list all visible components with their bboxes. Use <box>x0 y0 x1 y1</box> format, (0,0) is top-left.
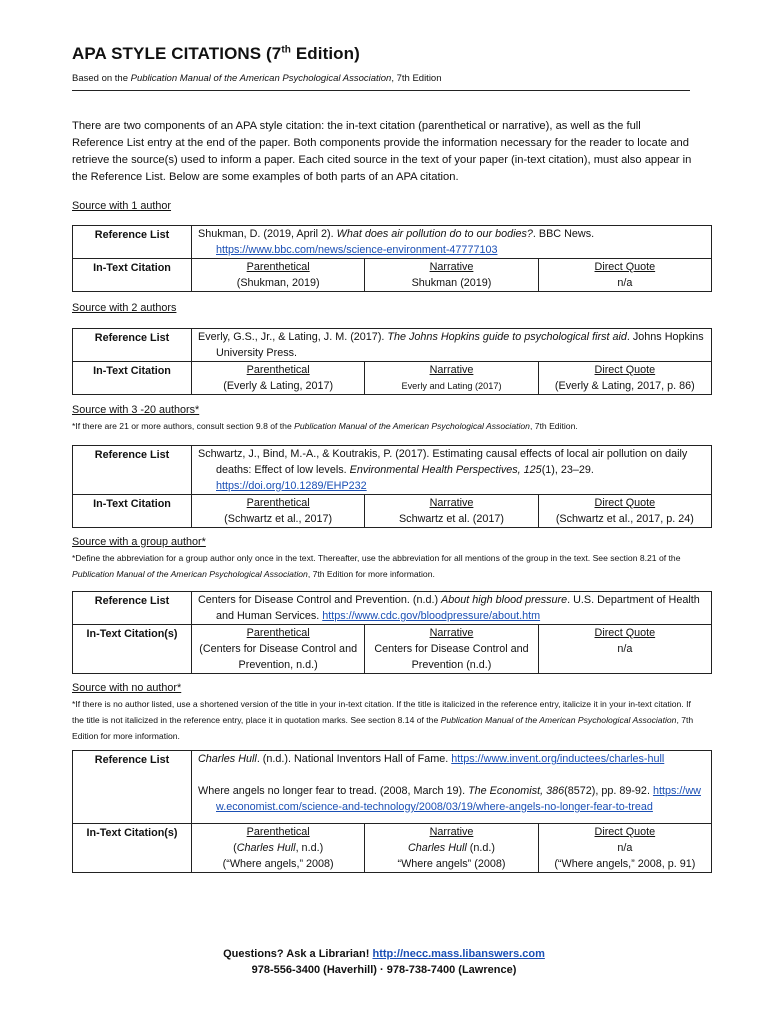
reference-entry: Shukman, D. (2019, April 2). What does air pollution do to our bodies?. BBC News. https://www.bbc.com/news/science-environment-47777103 <box>192 226 712 259</box>
narrative-cell: Narrative Centers for Disease Control and Prevention (n.d.) <box>365 625 538 674</box>
in-text-citation-label: In-Text Citation <box>73 495 192 528</box>
footer-contact-line: Questions? Ask a Librarian! http://necc.mass.libanswers.com <box>223 948 545 960</box>
direct-quote-cell: Direct Quote (Schwartz et al., 2017, p. 24) <box>538 495 711 528</box>
footer <box>0 946 768 978</box>
reference-link[interactable]: https://www.invent.org/inductees/charles-hull <box>451 753 665 765</box>
reference-entry: Schwartz, J., Bind, M.-A., & Koutrakis, P. (2017). Estimating causal effects of local air pollution on daily deaths: Effect of low levels. Environmental Health Perspectives, 125(1), 23–29. https://doi.org/10.1289/EHP232 <box>192 446 712 495</box>
citation-table-1-author <box>72 225 712 292</box>
citation-table-2-authors <box>72 328 712 395</box>
reference-entry: Charles Hull. (n.d.). National Inventors Hall of Fame. https://www.invent.org/inductees/charles-hull Where angels no longer fear to tread. (2008, March 19). The Economist, 386(8572), pp. 89-92. https://www.economist.com/science-and-technology/2008/03/19/where-angels-no-longer-fear-to-tread <box>192 751 712 824</box>
in-text-citations-label: In-Text Citation(s) <box>73 824 192 873</box>
reference-entry: Centers for Disease Control and Prevention. (n.d.) About high blood pressure. U.S. Department of Health and Human Services. https://www.cdc.gov/bloodpressure/about.htm <box>192 592 712 625</box>
narrative-cell: Narrative Shukman (2019) <box>365 259 538 292</box>
footer-phone-line: 978-556-3400 (Haverhill) · 978-738-7400 (Lawrence) <box>251 964 517 976</box>
parenthetical-cell: Parenthetical (Schwartz et al., 2017) <box>192 495 365 528</box>
citation-table-3-20-authors <box>72 445 712 528</box>
parenthetical-cell: Parenthetical (Charles Hull, n.d.) (“Where angels,” 2008) <box>192 824 365 873</box>
intro-paragraph: There are two components of an APA style citation: the in-text citation (parenthetical or narrative), as well as the full Reference List entry at the end of the paper. Both components provide the information necessary for the reader to locate and retrieve the source(s) used to inform a paper. Each cited source in the text of your paper (in-text citation), must also appear in the Reference List. Below are some examples of both parts of an APA citation. <box>72 120 692 183</box>
in-text-citation-label: In-Text Citation <box>73 362 192 395</box>
section-note: *If there are 21 or more authors, consult section 9.8 of the Publication Manual of the American Psychological Association, 7th Edition. <box>72 421 578 431</box>
narrative-cell: Narrative Schwartz et al. (2017) <box>365 495 538 528</box>
citation-table-no-author <box>72 750 712 873</box>
reference-list-label: Reference List <box>73 592 192 625</box>
reference-list-label: Reference List <box>73 226 192 259</box>
in-text-citation-label: In-Text Citation <box>73 259 192 292</box>
section-note: *Define the abbreviation for a group author only once in the text. Thereafter, use the abbreviation for all mentions of the group in the text. See section 8.21 of the Publication Manual of the American Psychological Association, 7th Edition for more information. <box>72 553 681 579</box>
reference-list-label: Reference List <box>73 446 192 495</box>
direct-quote-cell: Direct Quote n/a <box>538 259 711 292</box>
reference-entry: Everly, G.S., Jr., & Lating, J. M. (2017). The Johns Hopkins guide to psychological first aid. Johns Hopkins University Press. <box>192 329 712 362</box>
in-text-citations-label: In-Text Citation(s) <box>73 625 192 674</box>
reference-list-label: Reference List <box>73 751 192 824</box>
parenthetical-cell: Parenthetical (Centers for Disease Control and Prevention, n.d.) <box>192 625 365 674</box>
parenthetical-cell: Parenthetical (Shukman, 2019) <box>192 259 365 292</box>
narrative-cell: Narrative Charles Hull (n.d.) “Where angels” (2008) <box>365 824 538 873</box>
section-heading-3-20-authors: Source with 3 -20 authors* <box>72 404 200 416</box>
section-note: *If there is no author listed, use a shortened version of the title in your in-text citation. If the title is italicized in the reference entry, italicize it in your in-text citation. If the title is not italicized in the reference entry, place it in quotation marks. See section 8.14 of the Publication Manual of the American Psychological Association, 7th Edition for more information. <box>72 699 694 741</box>
direct-quote-cell: Direct Quote (Everly & Lating, 2017, p. 86) <box>538 362 711 395</box>
page-subtitle: Based on the Publication Manual of the American Psychological Association, 7th Edition <box>72 73 442 84</box>
direct-quote-cell: Direct Quote n/a (“Where angels,” 2008, p. 91) <box>538 824 711 873</box>
direct-quote-cell: Direct Quote n/a <box>538 625 711 674</box>
section-heading-2-authors: Source with 2 authors <box>72 302 177 314</box>
reference-list-label: Reference List <box>73 329 192 362</box>
reference-link[interactable]: https://www.bbc.com/news/science-environment-47777103 <box>216 244 498 256</box>
page-title: APA STYLE CITATIONS (7th Edition) <box>72 44 360 63</box>
citation-table-group-author <box>72 591 712 674</box>
narrative-cell: Narrative Everly and Lating (2017) <box>365 362 538 395</box>
reference-link[interactable]: https://www.cdc.gov/bloodpressure/about.htm <box>322 610 541 622</box>
parenthetical-cell: Parenthetical (Everly & Lating, 2017) <box>192 362 365 395</box>
reference-link[interactable]: https://www.economist.com/science-and-technology/2008/03/19/where-angels-no-longer-fear-to-tread <box>216 785 701 813</box>
section-heading-no-author: Source with no author* <box>72 682 182 694</box>
header-divider <box>72 90 690 91</box>
reference-link[interactable]: https://doi.org/10.1289/EHP232 <box>216 480 367 492</box>
section-heading-1-author: Source with 1 author <box>72 200 172 212</box>
libanswers-link[interactable]: http://necc.mass.libanswers.com <box>372 948 545 960</box>
section-heading-group-author: Source with a group author* <box>72 536 206 548</box>
